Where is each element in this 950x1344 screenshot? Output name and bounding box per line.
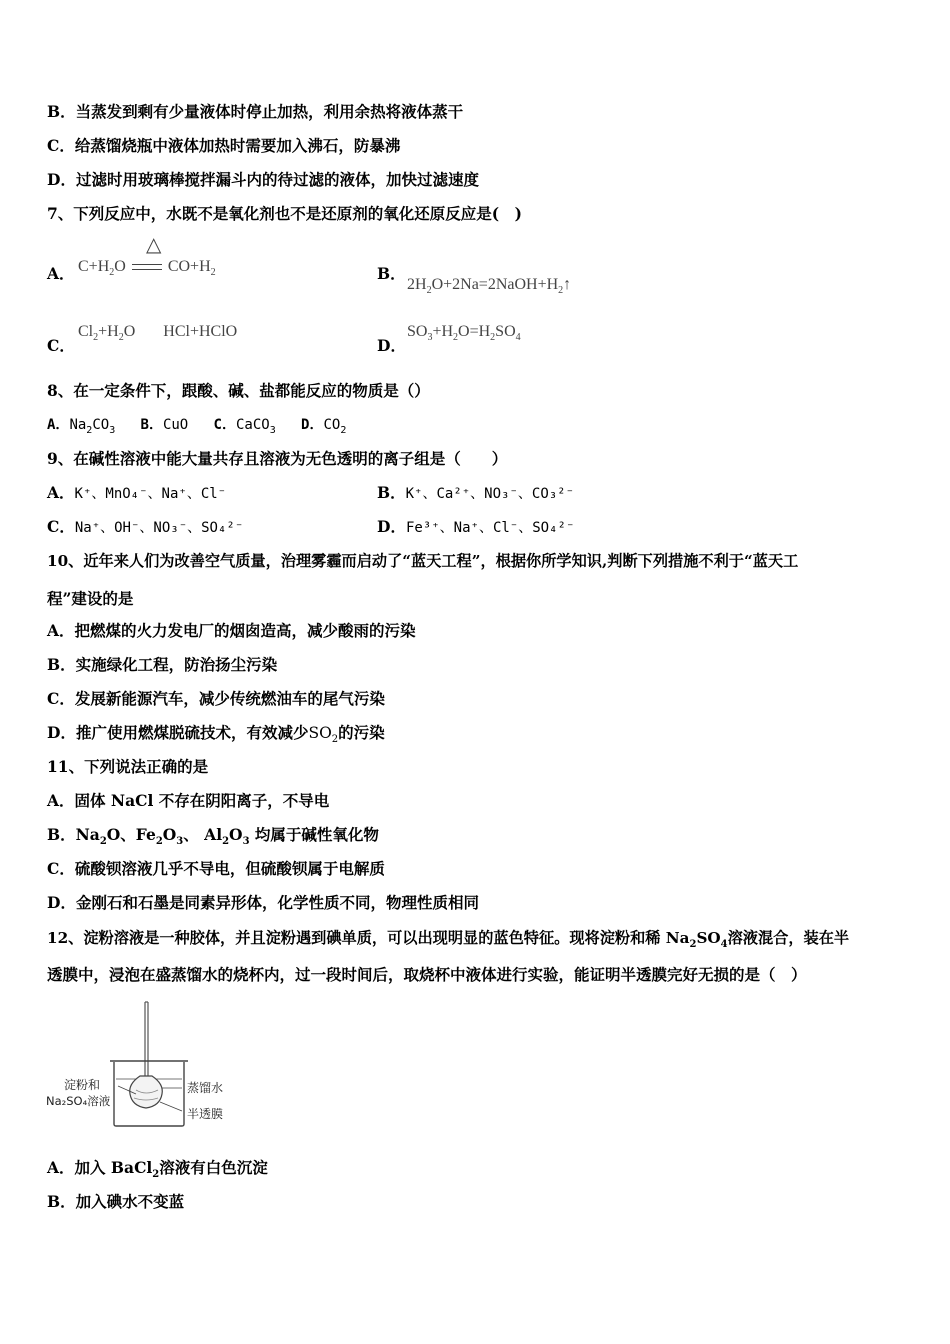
label-starch-and: 淀粉和 — [64, 1078, 101, 1092]
q7-option-b-label: B． — [377, 264, 406, 283]
label-na2so4-solution: Na₂SO₄溶液 — [46, 1094, 111, 1108]
q10-option-c: C．发展新能源汽车，减少传统燃油车的尾气污染 — [47, 689, 385, 708]
q9-option-a: A．K⁺、MnO₄⁻、Na⁺、Cl⁻ — [47, 483, 227, 502]
q8-stem: 8、在一定条件下，跟酸、碱、盐都能反应的物质是（） — [47, 381, 430, 400]
q7-option-b-equation: $2H_2O+2Na=2NaOH+H_2↑$ — [407, 276, 572, 297]
q9-option-c: C．Na⁺、OH⁻、NO₃⁻、SO₄²⁻ — [47, 517, 244, 536]
q7-option-c-label: C． — [47, 336, 75, 355]
q11-option-a: A．固体 NaCl 不存在阴阳离子，不导电 — [47, 791, 330, 810]
q7-stem: 7、下列反应中，水既不是氧化剂也不是还原剂的氧化还原反应是( ) — [47, 204, 522, 223]
q8-options: A．$Na_2CO_3$ B．CuO C．CaCO$_3$ D．$CO_2$ — [47, 417, 347, 436]
q12-stem-line1: 12、淀粉溶液是一种胶体，并且淀粉遇到碘单质，可以出现明显的蓝色特征。现将淀粉和稀 $Na_2SO_4$溶液混合，装在半 — [47, 929, 850, 951]
semipermeable-membrane-bag — [130, 1076, 163, 1108]
q9-option-b: B．K⁺、Ca²⁺、NO₃⁻、CO₃²⁻ — [377, 483, 575, 502]
q12-option-b: B．加入碘水不变蓝 — [47, 1192, 185, 1211]
q6-option-b: B．当蒸发到剩有少量液体时停止加热，利用余热将液体蒸干 — [47, 102, 464, 121]
q11-stem: 11、下列说法正确的是 — [47, 757, 209, 776]
q7-option-d-label: D． — [377, 336, 406, 355]
q6-option-c: C．给蒸馏烧瓶中液体加热时需要加入沸石，防暴沸 — [47, 136, 401, 155]
q7-option-d-equation: $SO_3+H_2O=H_2SO_4$ — [407, 323, 521, 344]
q11-option-c: C．硫酸钡溶液几乎不导电，但硫酸钡属于电解质 — [47, 859, 385, 878]
label-distilled-water: 蒸馏水 — [187, 1081, 224, 1095]
q9-option-d: D．Fe³⁺、Na⁺、Cl⁻、SO₄²⁻ — [377, 517, 575, 536]
label-semipermeable-membrane: 半透膜 — [187, 1107, 224, 1121]
q12-stem-line2: 透膜中，浸泡在盛蒸馏水的烧杯内，过一段时间后，取烧杯中液体进行实验，能证明半透膜完好无损的是（ ） — [47, 965, 807, 984]
q10-option-b: B．实施绿化工程，防治扬尘污染 — [47, 655, 278, 674]
q10-option-a: A．把燃煤的火力发电厂的烟囱造高，减少酸雨的污染 — [47, 621, 416, 640]
dialysis-apparatus-figure — [44, 998, 244, 1133]
q7-option-a-label: A． — [47, 264, 75, 283]
q11-option-d: D．金刚石和石墨是同素异形体，化学性质不同，物理性质相同 — [47, 893, 479, 912]
q12-option-a: A．加入 BaCl$_2$溶液有白色沉淀 — [47, 1158, 268, 1181]
q6-option-d: D．过滤时用玻璃棒搅拌漏斗内的待过滤的液体，加快过滤速度 — [47, 170, 479, 189]
q10-option-d: D．推广使用燃煤脱硫技术，有效减少$SO_2$的污染 — [47, 723, 385, 746]
q7-option-a-equation: $C+H_2O$ $CO+H_2$ — [78, 258, 216, 279]
q10-stem-line1: 10、近年来人们为改善空气质量，治理雾霾而启动了“蓝天工程”，根据你所学知识,判断下列措施不利于“蓝天工 — [47, 552, 799, 570]
q7-option-c-equation: $Cl_2+H_2O$ HCl+HClO — [78, 323, 238, 344]
q10-stem-line2: 程”建设的是 — [47, 589, 134, 608]
q9-stem: 9、在碱性溶液中能大量共存且溶液为无色透明的离子组是（ ） — [47, 449, 508, 468]
q11-option-b: B．$Na_2O$、$Fe_2O_3$、 $Al_2O_3$ 均属于碱性氧化物 — [47, 825, 379, 848]
